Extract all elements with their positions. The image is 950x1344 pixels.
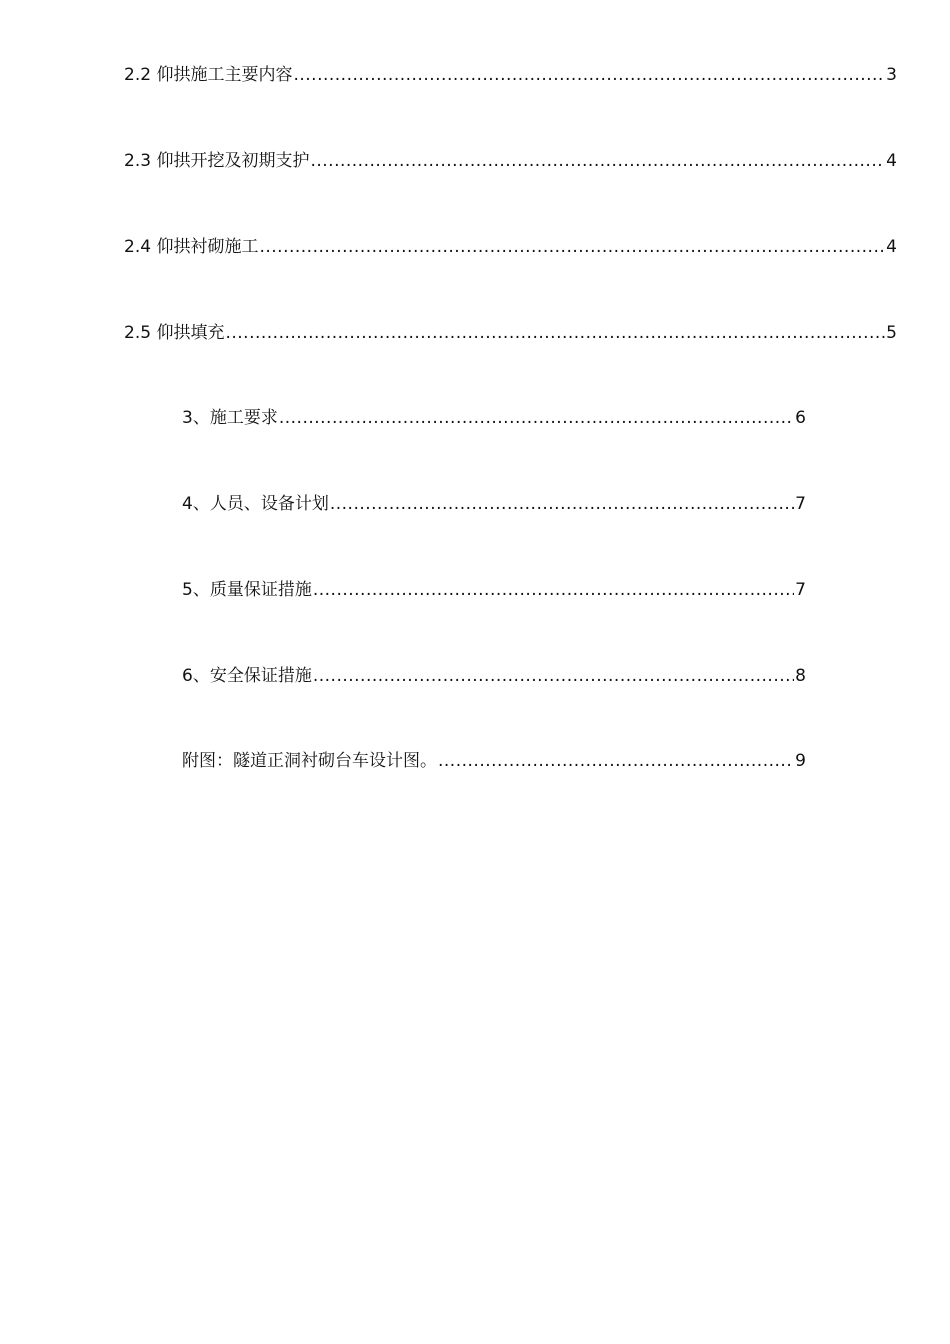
toc-entry-6[interactable] xyxy=(182,665,806,687)
toc-entry-title: 附图：隧道正洞衬砌台车设计图。 xyxy=(182,751,437,771)
toc-entry-2-4[interactable] xyxy=(124,236,897,258)
toc-entry-page-number: 7 xyxy=(795,494,806,514)
toc-dot-leader xyxy=(313,579,794,601)
toc-dot-leader xyxy=(310,150,885,172)
toc-entry-page-number: 6 xyxy=(795,408,806,428)
toc-entry-title: 2.2 仰拱施工主要内容 xyxy=(124,65,293,85)
toc-entry-title: 3、施工要求 xyxy=(182,408,278,428)
toc-dot-leader xyxy=(313,665,794,687)
toc-entry-title: 2.5 仰拱填充 xyxy=(124,323,225,343)
toc-entry-title: 2.3 仰拱开挖及初期支护 xyxy=(124,151,310,171)
toc-entry-title: 4、人员、设备计划 xyxy=(182,494,329,514)
toc-entry-appendix[interactable] xyxy=(182,750,806,772)
toc-dot-leader xyxy=(279,407,794,429)
toc-entry-title: 5、质量保证措施 xyxy=(182,580,312,600)
toc-entry-2-2[interactable] xyxy=(124,64,897,86)
toc-entry-4[interactable] xyxy=(182,493,806,515)
toc-entry-page-number: 8 xyxy=(795,666,806,686)
toc-dot-leader xyxy=(293,64,885,86)
toc-entry-2-5[interactable] xyxy=(124,322,897,344)
toc-dot-leader xyxy=(225,322,885,344)
toc-entry-title: 2.4 仰拱衬砌施工 xyxy=(124,237,259,257)
toc-entry-page-number: 9 xyxy=(795,751,806,771)
toc-entry-5[interactable] xyxy=(182,579,806,601)
toc-entry-page-number: 4 xyxy=(886,237,897,257)
toc-dot-leader xyxy=(330,493,794,515)
toc-entry-page-number: 5 xyxy=(886,323,897,343)
toc-entry-3[interactable] xyxy=(182,407,806,429)
toc-entry-title: 6、安全保证措施 xyxy=(182,666,312,686)
toc-entry-2-3[interactable] xyxy=(124,150,897,172)
toc-entry-page-number: 4 xyxy=(886,151,897,171)
toc-dot-leader xyxy=(259,236,885,258)
toc-entry-page-number: 7 xyxy=(795,580,806,600)
toc-dot-leader xyxy=(438,750,794,772)
toc-entry-page-number: 3 xyxy=(886,65,897,85)
